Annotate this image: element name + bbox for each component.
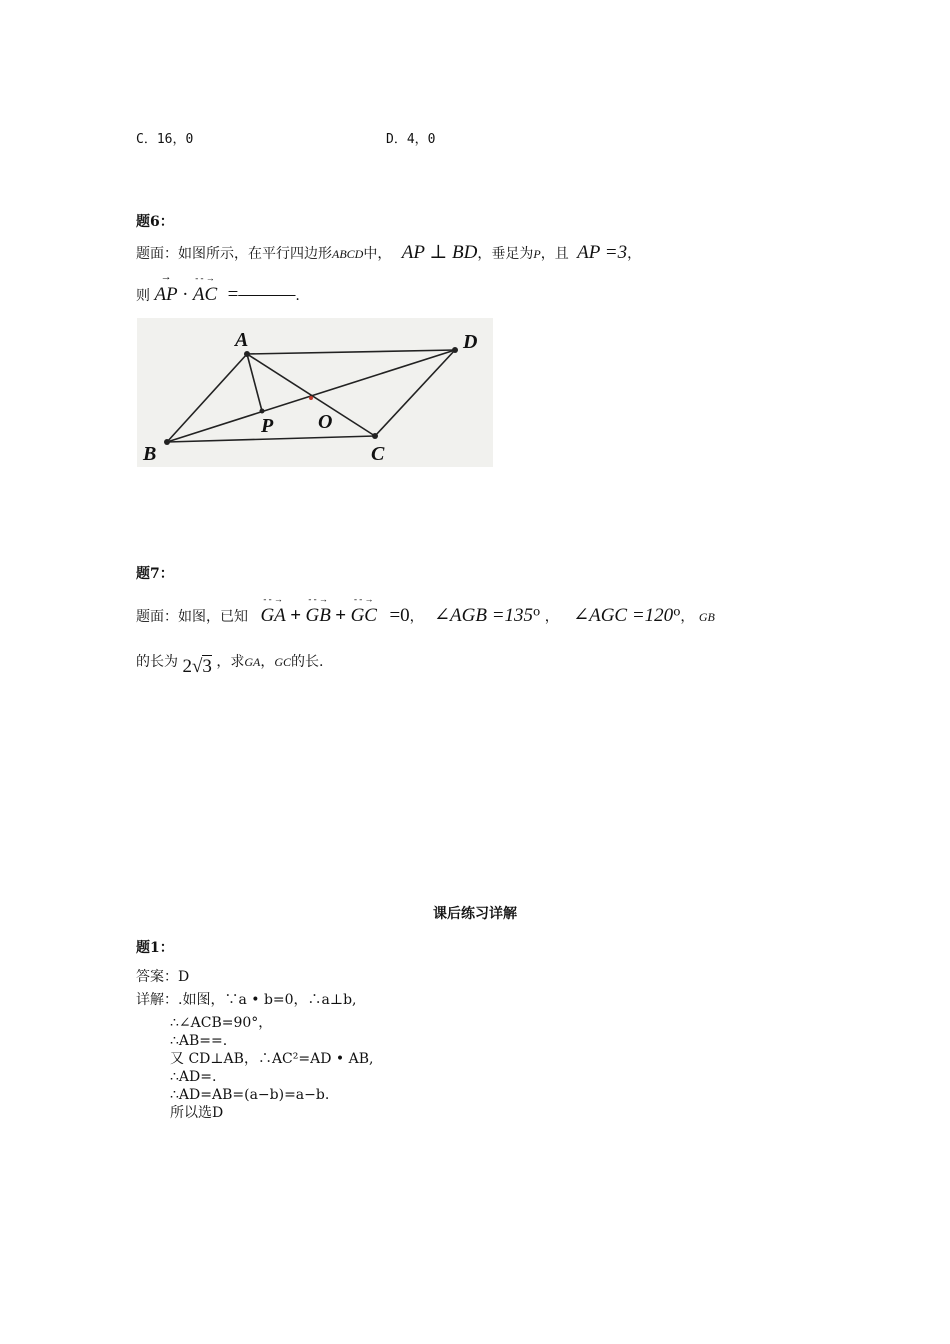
solution-1-detail: 详解：.如图，∵a • b=0，∴a⊥b, [136,992,357,1008]
label-b: B [143,443,157,465]
q7-two: 2 [182,656,192,677]
q6-abcd: ABCD [332,247,364,261]
q7-ask-end: 的长. [291,654,324,670]
step-line: 所以选D [170,1105,224,1121]
q6-period: . [295,288,300,304]
point-o-marker [309,396,313,400]
question-6-expression [136,284,300,306]
solution-1-answer: 答案：D [136,969,190,985]
q7-plus-1: + [290,605,302,626]
q7-angle-agb: ∠AGB =135 [434,605,534,626]
q7-ask: ，求 [216,654,245,670]
q7-prefix: 题面：如图，已知 [136,609,248,625]
q7-comma-2: ， [544,609,559,625]
q6-end: ， [627,246,642,262]
q6-foot-b: ，且 [540,246,569,262]
q7-degree-1: o [533,604,541,619]
q7-sqrt-radicand: 3 [202,656,212,677]
q6-then: 则 [136,288,150,304]
q7-comma-3: ， [680,609,695,625]
point-a [244,351,250,357]
label-d: D [463,331,478,353]
q7-gc-it: GC [274,655,292,669]
q6-dot: · [182,284,189,305]
option-c: C．16，0 [136,132,194,147]
step-line: 又 CD⊥AB，∴AC²=AD • AB, [170,1051,374,1067]
point-c [372,433,378,439]
vector-ga: - - → GA [260,605,285,627]
q7-zero-vector: =0 [389,605,410,626]
label-a: A [235,329,249,351]
solution-1-steps [170,1014,373,1122]
vector-ap: → AP [154,284,177,306]
q7-plus-2: + [335,605,347,626]
step-line: ∴∠ACB=90°， [170,1015,273,1031]
solution-1-heading: 题1： [136,940,174,956]
question-7-line-2 [136,650,324,677]
label-p: P [261,415,274,437]
q7-length-prefix: 的长为 [136,654,178,670]
question-7-line-1 [136,604,715,627]
vector-gb: - - → GB [306,605,331,627]
step-line: ∴AB==. [170,1033,228,1049]
q6-p: P [533,247,541,261]
question-7-heading: 题7： [136,566,174,582]
step-line: ∴AD=. [170,1069,217,1085]
parallelogram-figure [137,318,493,467]
q7-ga-it: GA [244,655,261,669]
question-6-heading: 题6： [136,214,174,230]
point-p [260,409,265,414]
q7-comma-1: ， [409,609,424,625]
label-c: C [371,443,385,465]
q7-sep: ， [260,654,275,670]
q6-prefix: 题面：如图所示，在平行四边形 [136,246,332,262]
q7-angle-agc: ∠AGC =120 [573,605,674,626]
step-line: ∴AD=AB=(a−b)=a−b. [170,1087,330,1103]
option-d: D．4，0 [386,132,436,147]
q6-ap-equals-3: AP =3 [577,242,628,263]
point-d [452,347,458,353]
figure-background [137,318,493,467]
q6-perp-condition: AP ⊥ BD [401,242,478,263]
q7-gb-label: GB [698,610,715,624]
vector-ac: - - → AC [193,284,217,306]
sqrt-sign: √ [191,656,203,677]
label-o: O [318,411,333,433]
point-b [164,439,170,445]
q6-foot-a: ，垂足为 [477,246,534,262]
q6-mid: 中， [363,246,392,262]
q6-blank: =——— [227,284,296,305]
q7-degree-2: o [673,604,681,619]
question-6-text [136,243,641,264]
solutions-title: 课后练习详解 [433,906,517,922]
vector-gc: - - → GC [351,605,377,627]
